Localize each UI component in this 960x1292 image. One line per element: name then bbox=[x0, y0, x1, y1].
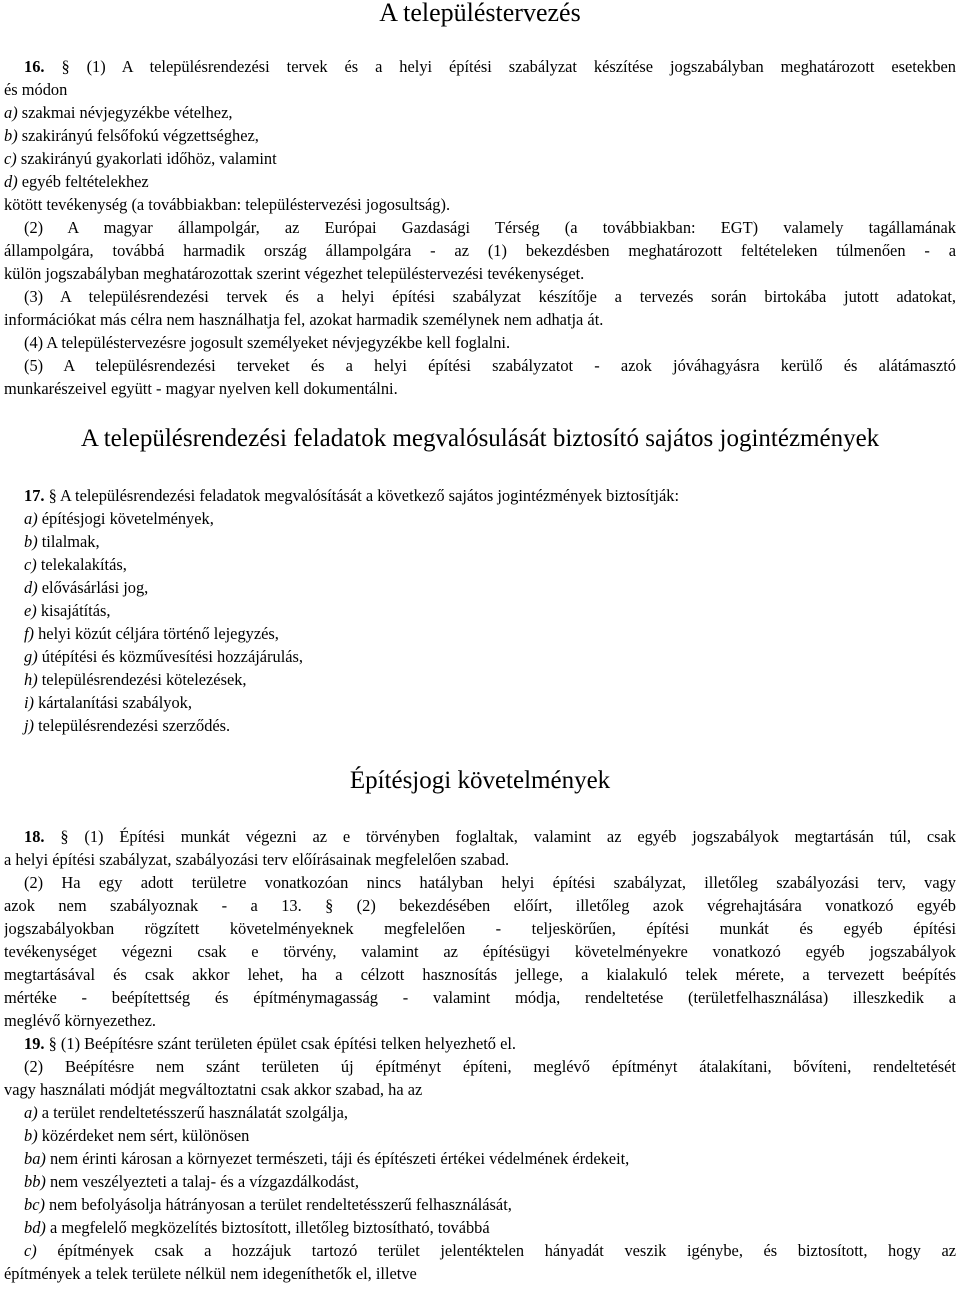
list-item: ba) nem érinti károsan a környezet természeti, táji és építészeti értékei védelmének érdekeit, bbox=[24, 1149, 630, 1168]
section-heading: A településrendezési feladatok megvalósulását biztosító sajátos jogintézmények bbox=[80, 425, 880, 452]
paragraph-line: információkat más célra nem használhatja fel, azokat harmadik személynek nem adhatja át. bbox=[4, 310, 604, 329]
list-item: c) telekalakítás, bbox=[24, 555, 127, 574]
section-16-p1-end: kötött tevékenység (a továbbiakban: településtervezési jogosultság). bbox=[4, 195, 451, 214]
list-item: i) kártalanítási szabályok, bbox=[24, 693, 192, 712]
paragraph-mark-icon: § bbox=[48, 1034, 57, 1053]
paragraph-line: (2) Ha egy adott területre vonatkozóan nincs hatályban helyi építési szabályzat, illetőleg szabályozási terv, vagy bbox=[24, 873, 956, 892]
paragraph-line: (4) A településtervezésre jogosult személyeket névjegyzékbe kell foglalni. bbox=[24, 333, 511, 352]
list-item: j) településrendezési szerződés. bbox=[24, 716, 231, 735]
section-17-intro: 17. § A településrendezési feladatok megvalósítását a következő sajátos jogintézmények biztosítják: bbox=[24, 486, 679, 505]
list-item: e) kisajátítás, bbox=[24, 601, 111, 620]
paragraph-line: megtartásával és csak akkor lehet, ha a célzott hasznosítás jellege, a kialakuló telek mérete, a tervezett beépítés bbox=[4, 965, 956, 984]
list-item: bc) nem befolyásolja hátrányosan a terület rendeltetésszerű felhasználását, bbox=[24, 1195, 512, 1214]
paragraph-line: építmények a telek területe nélkül nem idegeníthetők el, illetve bbox=[4, 1264, 417, 1283]
list-item: bb) nem veszélyezteti a talaj- és a vízgazdálkodást, bbox=[24, 1172, 359, 1191]
paragraph-line: állampolgára, továbbá harmadik ország állampolgára - az (1) bekezdésben meghatározott feltételeken túlmenően - a bbox=[4, 241, 956, 260]
paragraph-line: mértéke - beépítettség és építménymagasság - valamint módja, rendeltetése (területfelhasználása) illeszkedik a bbox=[4, 988, 956, 1007]
list-item: c) építmények csak a hozzájuk tartozó terület jelentéktelen hányadát veszik igénybe, és biztosított, hogy az bbox=[24, 1241, 956, 1260]
paragraph-line: tevékenységet végezni csak e törvény, valamint az építésügyi követelményekre vonatkozó egyéb jogszabályok bbox=[4, 942, 956, 961]
section-number: 18. bbox=[24, 827, 45, 846]
paragraph-mark-icon: § bbox=[48, 486, 57, 505]
paragraph-line: (5) A településrendezési terveket és a helyi építési szabályzatot - azok jóváhagyásra kerülő és alátámasztó bbox=[24, 356, 956, 375]
paragraph-line: (2) Beépítésre nem szánt területen új építményt építeni, meglévő építményt átalakítani, bővíteni, rendeltetését bbox=[24, 1057, 956, 1076]
paragraph-mark-icon: § bbox=[60, 827, 69, 846]
paragraph-line: meglévő környezethez. bbox=[4, 1011, 156, 1030]
list-item: b) tilalmak, bbox=[24, 532, 100, 551]
paragraph-line: a helyi építési szabályzat, szabályozási terv előírásainak megfelelően szabad. bbox=[4, 850, 510, 869]
paragraph-line: (2) A magyar állampolgár, az Európai Gazdasági Térség (a továbbiakban: EGT) valamely tagállamának bbox=[24, 218, 956, 237]
list-item: a) szakmai névjegyzékbe vételhez, bbox=[4, 103, 233, 122]
paragraph-line: vagy használati módját megváltoztatni csak akkor szabad, ha az bbox=[4, 1080, 423, 1099]
section-16-line-1: 16. § (1) A településrendezési tervek és a helyi építési szabályzat készítése jogszabályban meghatározott esetekben bbox=[24, 57, 956, 76]
paragraph-line: munkarészeivel együtt - magyar nyelven kell dokumentálni. bbox=[4, 379, 398, 398]
list-item: d) egyéb feltételekhez bbox=[4, 172, 149, 191]
list-item: c) szakirányú gyakorlati időhöz, valamint bbox=[4, 149, 277, 168]
list-item: b) közérdeket nem sért, különösen bbox=[24, 1126, 250, 1145]
section-number: 19. bbox=[24, 1034, 45, 1053]
section-19-line-1: 19. § (1) Beépítésre szánt területen épület csak építési telken helyezhető el. bbox=[24, 1034, 517, 1053]
list-item: g) útépítési és közművesítési hozzájárulás, bbox=[24, 647, 304, 666]
list-item: a) a terület rendeltetésszerű használatát szolgálja, bbox=[24, 1103, 349, 1122]
section-number: 17. bbox=[24, 486, 45, 505]
paragraph-line: azok nem szabályoznak - a 13. § (2) bekezdésében előírt, illetőleg azok végrehajtására vonatkozó egyéb bbox=[4, 896, 956, 915]
paragraph-line: (3) A településrendezési tervek és a helyi építési szabályzat készítője a tervezés során birtokába jutott adatokat, bbox=[24, 287, 956, 306]
section-number: 16. bbox=[24, 57, 45, 76]
list-item: b) szakirányú felsőfokú végzettséghez, bbox=[4, 126, 259, 145]
section-heading: Építésjogi követelmények bbox=[349, 767, 611, 794]
list-item: bd) a megfelelő megközelítés biztosított, illetőleg biztosítható, továbbá bbox=[24, 1218, 490, 1237]
paragraph-mark-icon: § bbox=[61, 57, 70, 76]
section-16-line-2: és módon bbox=[4, 80, 68, 99]
list-item: a) építésjogi követelmények, bbox=[24, 509, 214, 528]
paragraph-line: jogszabályokban rögzített követelményeknek megfelelően - teljeskörűen, építési munkát és egyéb építési bbox=[4, 919, 956, 938]
paragraph-line: külön jogszabályban meghatározottak szerint végezhet településtervezési tevékenységet. bbox=[4, 264, 585, 283]
page-title: A településtervezés bbox=[379, 0, 581, 27]
section-18-line-1: 18. § (1) Építési munkát végezni az e törvényben foglaltak, valamint az egyéb jogszabályok megtartásán túl, csak bbox=[24, 827, 956, 846]
list-item: h) településrendezési kötelezések, bbox=[24, 670, 247, 689]
list-item: d) elővásárlási jog, bbox=[24, 578, 149, 597]
list-item: f) helyi közút céljára történő lejegyzés, bbox=[24, 624, 279, 643]
